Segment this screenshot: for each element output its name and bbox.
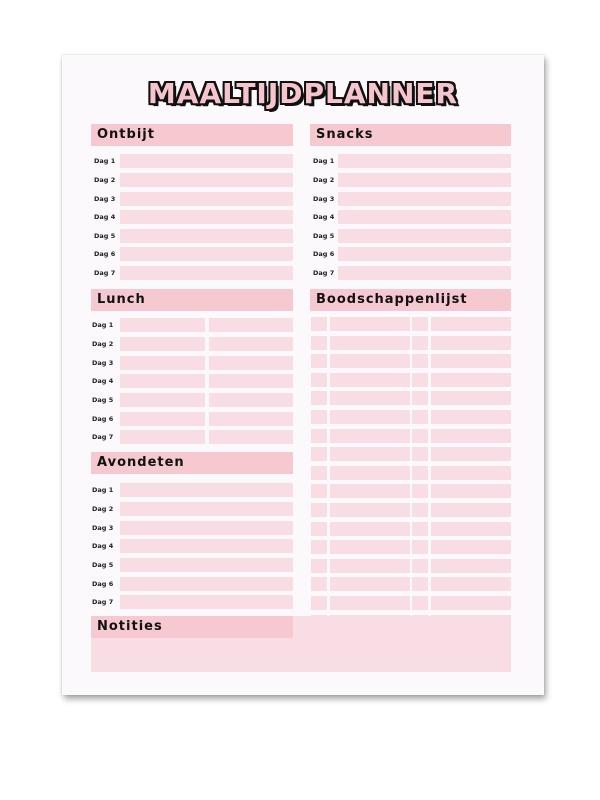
shopping-checkbox-field[interactable] [412,466,428,480]
shopping-item-field[interactable] [431,354,511,368]
breakfast-day-label: Dag 5 [94,232,116,240]
snacks-day-label: Dag 1 [313,157,335,165]
shopping-item-field[interactable] [431,429,511,443]
shopping-list-header: Boodschappenlijst [310,289,511,311]
breakfast-field[interactable] [120,192,293,206]
shopping-item-field[interactable] [330,317,410,331]
lunch-day-label: Dag 7 [92,433,114,441]
shopping-item-field[interactable] [431,336,511,350]
shopping-checkbox-field[interactable] [311,317,327,331]
breakfast-field[interactable] [120,154,293,168]
shopping-checkbox-field[interactable] [311,466,327,480]
lunch-field[interactable] [120,318,205,332]
lunch-field[interactable] [120,356,205,370]
shopping-checkbox-field[interactable] [311,577,327,591]
shopping-item-field[interactable] [330,373,410,387]
snacks-day-label: Dag 7 [313,269,335,277]
shopping-checkbox-field[interactable] [412,391,428,405]
shopping-checkbox-field[interactable] [311,503,327,517]
shopping-checkbox-field[interactable] [311,484,327,498]
shopping-checkbox-field[interactable] [412,336,428,350]
notes-header: Notities [91,616,293,638]
lunch-field[interactable] [209,393,293,407]
lunch-field[interactable] [120,393,205,407]
shopping-item-field[interactable] [330,503,410,517]
shopping-checkbox-field[interactable] [412,429,428,443]
shopping-item-field[interactable] [431,466,511,480]
shopping-checkbox-field[interactable] [412,540,428,554]
shopping-item-field[interactable] [330,336,410,350]
snacks-field[interactable] [338,229,511,243]
shopping-item-field[interactable] [330,410,410,424]
dinner-day-label: Dag 3 [92,524,114,532]
shopping-item-field[interactable] [431,596,511,610]
shopping-item-field[interactable] [431,447,511,461]
lunch-field[interactable] [209,337,293,351]
shopping-item-field[interactable] [431,540,511,554]
lunch-field[interactable] [209,430,293,444]
shopping-checkbox-field[interactable] [311,336,327,350]
breakfast-header: Ontbijt [91,124,293,146]
page-title: MAALTIJDPLANNER [147,77,459,110]
dinner-day-label: Dag 5 [92,561,114,569]
snacks-day-label: Dag 3 [313,195,335,203]
shopping-checkbox-field[interactable] [311,522,327,536]
shopping-item-field[interactable] [330,577,410,591]
dinner-field[interactable] [120,521,293,535]
snacks-day-label: Dag 4 [313,213,335,221]
shopping-checkbox-field[interactable] [412,503,428,517]
shopping-item-field[interactable] [330,596,410,610]
shopping-checkbox-field[interactable] [412,354,428,368]
breakfast-day-label: Dag 6 [94,250,116,258]
lunch-field[interactable] [120,430,205,444]
shopping-item-field[interactable] [330,540,410,554]
breakfast-day-label: Dag 4 [94,213,116,221]
shopping-item-field[interactable] [330,559,410,573]
dinner-day-label: Dag 2 [92,505,114,513]
lunch-day-label: Dag 5 [92,396,114,404]
shopping-checkbox-field[interactable] [412,484,428,498]
lunch-field[interactable] [120,412,205,426]
shopping-checkbox-field[interactable] [412,317,428,331]
shopping-item-field[interactable] [330,466,410,480]
shopping-item-field[interactable] [330,429,410,443]
dinner-day-label: Dag 6 [92,580,114,588]
breakfast-field[interactable] [120,266,293,280]
shopping-checkbox-field[interactable] [412,577,428,591]
shopping-item-field[interactable] [431,484,511,498]
dinner-field[interactable] [120,577,293,591]
breakfast-day-label: Dag 2 [94,176,116,184]
dinner-field[interactable] [120,595,293,609]
snacks-day-label: Dag 2 [313,176,335,184]
lunch-field[interactable] [209,318,293,332]
breakfast-field[interactable] [120,173,293,187]
breakfast-day-label: Dag 1 [94,157,116,165]
shopping-checkbox-field[interactable] [311,373,327,387]
snacks-day-label: Dag 6 [313,250,335,258]
snacks-field[interactable] [338,154,511,168]
breakfast-day-label: Dag 3 [94,195,116,203]
breakfast-field[interactable] [120,247,293,261]
dinner-day-label: Dag 4 [92,542,114,550]
shopping-checkbox-field[interactable] [311,354,327,368]
planner-sheet [62,55,544,695]
shopping-item-field[interactable] [330,522,410,536]
shopping-checkbox-field[interactable] [412,559,428,573]
shopping-item-field[interactable] [330,354,410,368]
shopping-checkbox-field[interactable] [311,559,327,573]
lunch-header: Lunch [91,289,293,311]
snacks-field[interactable] [338,266,511,280]
snacks-field[interactable] [338,173,511,187]
dinner-day-label: Dag 1 [92,486,114,494]
lunch-field[interactable] [209,356,293,370]
dinner-header: Avondeten [91,452,293,474]
shopping-checkbox-field[interactable] [412,447,428,461]
shopping-checkbox-field[interactable] [412,373,428,387]
shopping-checkbox-field[interactable] [311,540,327,554]
shopping-checkbox-field[interactable] [311,447,327,461]
shopping-checkbox-field[interactable] [311,429,327,443]
snacks-header: Snacks [310,124,511,146]
lunch-day-label: Dag 3 [92,359,114,367]
shopping-item-field[interactable] [431,503,511,517]
breakfast-field[interactable] [120,229,293,243]
shopping-item-field[interactable] [431,577,511,591]
shopping-item-field[interactable] [431,391,511,405]
dinner-field[interactable] [120,502,293,516]
lunch-field[interactable] [120,374,205,388]
lunch-field[interactable] [209,412,293,426]
lunch-day-label: Dag 6 [92,415,114,423]
dinner-field[interactable] [120,483,293,497]
shopping-item-field[interactable] [330,391,410,405]
shopping-item-field[interactable] [330,484,410,498]
snacks-field[interactable] [338,210,511,224]
dinner-field[interactable] [120,558,293,572]
snacks-field[interactable] [338,247,511,261]
lunch-day-label: Dag 2 [92,340,114,348]
shopping-item-field[interactable] [330,447,410,461]
lunch-day-label: Dag 4 [92,377,114,385]
dinner-field[interactable] [120,539,293,553]
shopping-item-field[interactable] [431,373,511,387]
shopping-checkbox-field[interactable] [311,391,327,405]
breakfast-day-label: Dag 7 [94,269,116,277]
lunch-field[interactable] [120,337,205,351]
shopping-item-field[interactable] [431,410,511,424]
shopping-checkbox-field[interactable] [412,522,428,536]
shopping-checkbox-field[interactable] [311,410,327,424]
shopping-item-field[interactable] [431,559,511,573]
lunch-day-label: Dag 1 [92,321,114,329]
shopping-checkbox-field[interactable] [412,410,428,424]
shopping-checkbox-field[interactable] [311,596,327,610]
lunch-field[interactable] [209,374,293,388]
snacks-field[interactable] [338,192,511,206]
shopping-item-field[interactable] [431,317,511,331]
snacks-day-label: Dag 5 [313,232,335,240]
dinner-day-label: Dag 7 [92,598,114,606]
notes-field-extension[interactable] [293,616,511,672]
shopping-checkbox-field[interactable] [412,596,428,610]
breakfast-field[interactable] [120,210,293,224]
notes-field[interactable] [91,638,293,672]
shopping-item-field[interactable] [431,522,511,536]
